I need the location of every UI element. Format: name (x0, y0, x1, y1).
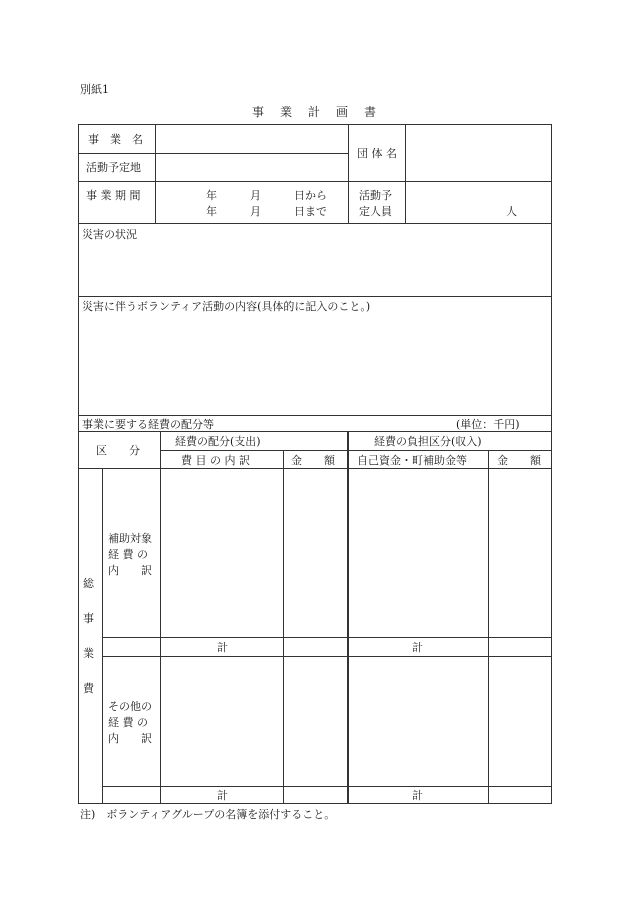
other-label-line: その他の (108, 700, 152, 713)
activity-label: 災害に伴うボランティア活動の内容(具体的に記入のこと。) (82, 300, 371, 313)
staff-label-line2: 定人員 (359, 205, 392, 218)
col-divider (155, 124, 156, 224)
row-divider (102, 786, 552, 787)
subtotal-income-subsidy: 計 (412, 641, 423, 654)
footer-note: 注) ボランティアグループの名簿を添付すること。 (80, 808, 336, 821)
annex-label: 別紙1 (80, 83, 109, 96)
amount-col-income: 金 額 (497, 454, 541, 467)
row-divider (160, 450, 552, 451)
disaster-label: 災害の状況 (82, 228, 137, 241)
income-header: 経費の負担区分(収入) (374, 435, 482, 448)
period-to: 年 月 日まで (206, 205, 327, 218)
col-divider (102, 468, 103, 804)
table-border-right (551, 124, 552, 804)
total-label-char: 費 (83, 682, 94, 695)
table-border-top (78, 124, 552, 125)
subtotal-expense-other: 計 (217, 789, 228, 802)
expense-item-col: 費 目 の 内 訳 (181, 454, 250, 467)
row-divider (78, 468, 552, 469)
project-name-label: 事 業 名 (88, 133, 143, 146)
col-divider (348, 431, 349, 804)
col-divider (283, 450, 284, 804)
subtotal-income-other: 計 (412, 789, 423, 802)
row-divider (102, 656, 552, 657)
subsidy-label-line: 経 費 の (108, 548, 148, 561)
row-divider (78, 223, 552, 224)
location-label: 活動予定地 (86, 161, 141, 174)
col-divider (348, 124, 349, 224)
subtotal-expense-subsidy: 計 (217, 641, 228, 654)
row-divider (78, 296, 552, 297)
subsidy-label-line: 補助対象 (108, 532, 152, 545)
period-from: 年 月 日から (206, 189, 327, 202)
income-item-col: 自己資金・町補助金等 (357, 454, 467, 467)
staff-unit: 人 (506, 205, 517, 218)
expense-header: 経費の配分(支出) (175, 435, 261, 448)
group-name-label: 団 体 名 (357, 147, 397, 160)
amount-col-expense: 金 額 (291, 454, 335, 467)
table-border-bottom (78, 803, 552, 804)
row-divider (78, 153, 348, 154)
col-divider (488, 450, 489, 804)
total-label-char: 業 (83, 647, 94, 660)
other-label-line: 経 費 の (108, 716, 148, 729)
row-divider (78, 431, 552, 432)
col-divider (160, 431, 161, 804)
row-divider (78, 415, 552, 416)
page-title: 事 業 計 画 書 (251, 105, 378, 119)
table-border-left (78, 124, 79, 804)
period-label: 事 業 期 間 (86, 189, 141, 202)
row-divider (102, 637, 552, 638)
budget-unit: (単位：千円) (456, 418, 520, 431)
category-label: 区 分 (96, 444, 140, 457)
budget-heading: 事業に要する経費の配分等 (82, 418, 214, 431)
total-label-char: 総 (83, 577, 94, 590)
total-label-char: 事 (83, 612, 94, 625)
staff-label-line1: 活動予 (359, 189, 392, 202)
col-divider (405, 124, 406, 224)
subsidy-label-line: 内 訳 (108, 564, 152, 577)
other-label-line: 内 訳 (108, 732, 152, 745)
row-divider (78, 181, 552, 182)
